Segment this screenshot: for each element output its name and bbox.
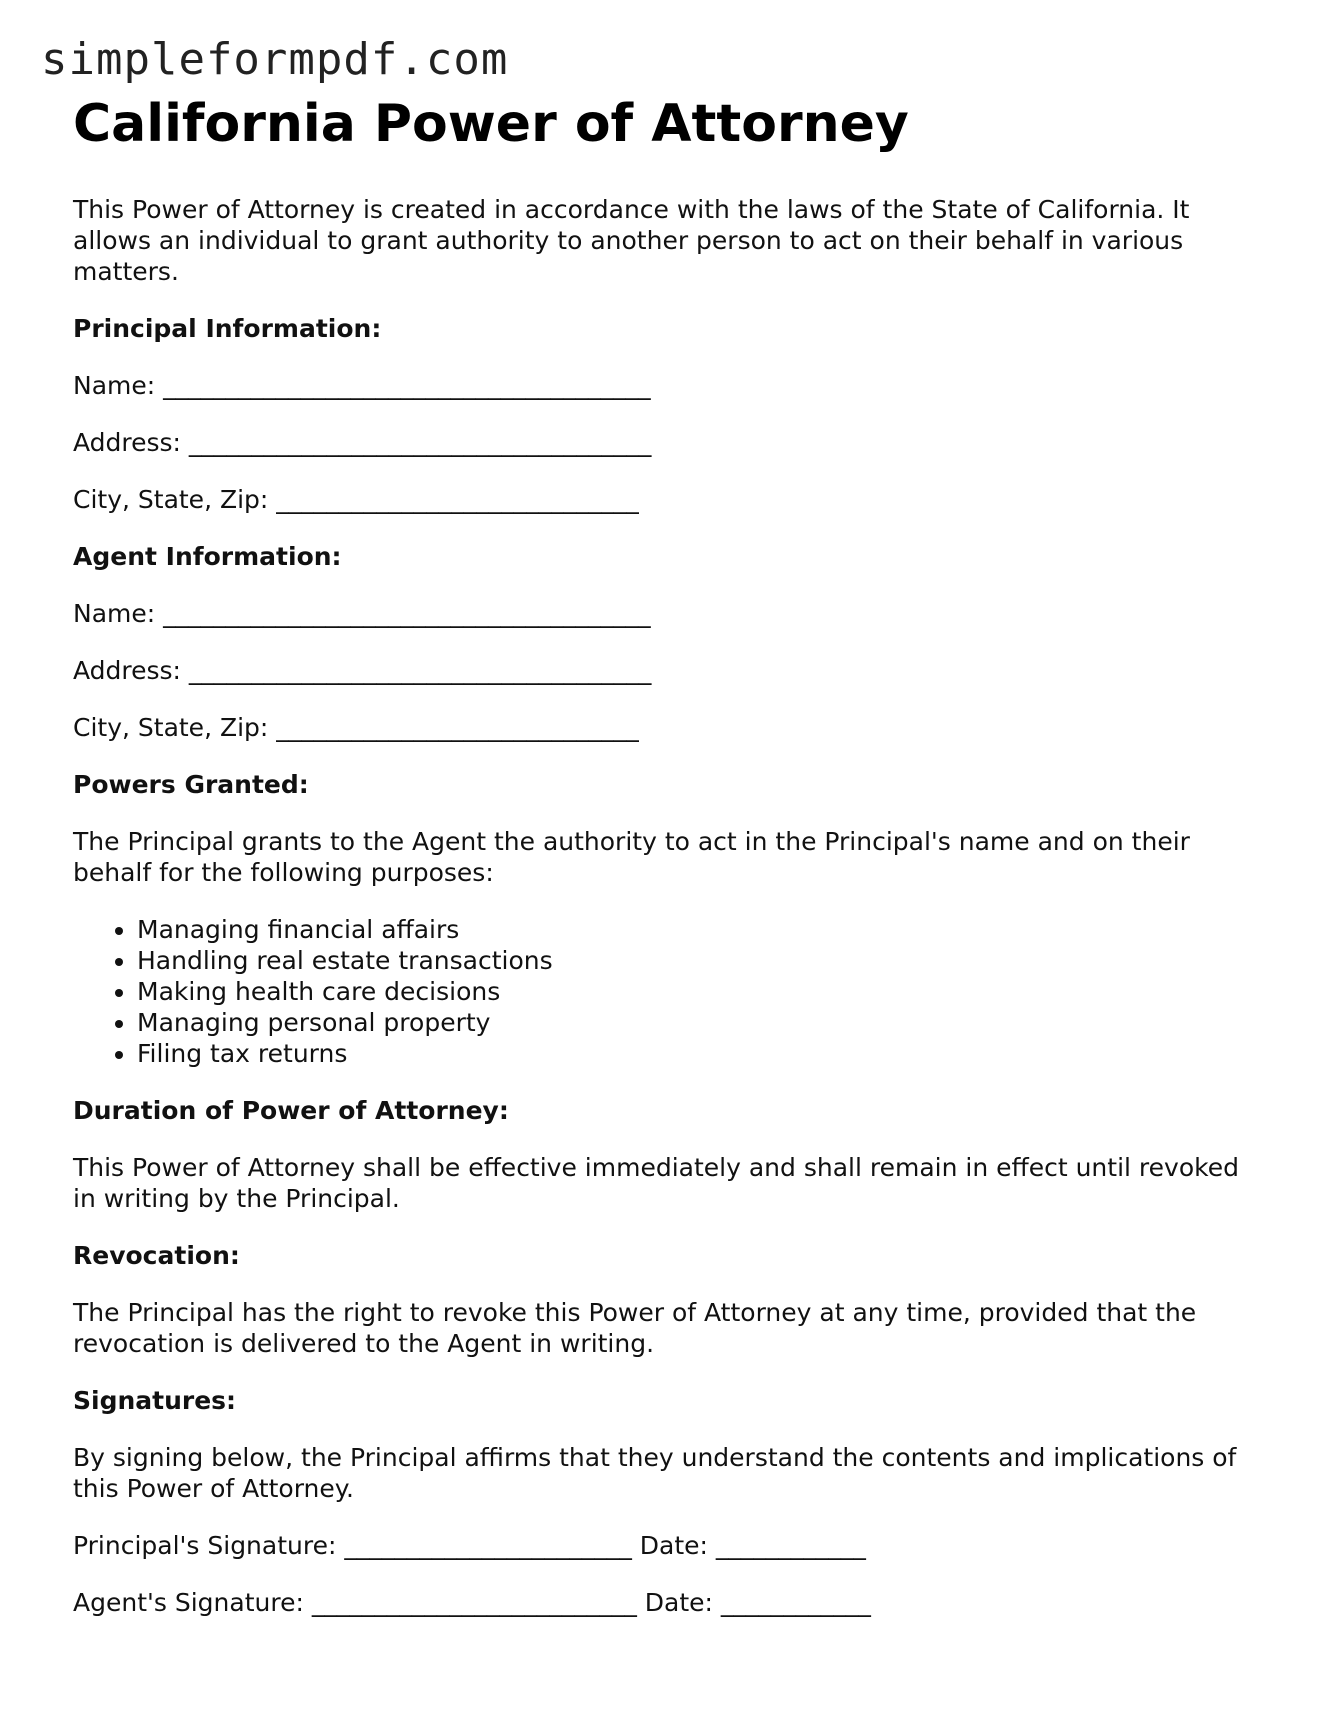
agent-signature-line: Agent's Signature: __________________________ Date: ____________ (73, 1588, 871, 1617)
principal-name-field: Name: _______________________________________ (73, 371, 651, 400)
principal-city-field: City, State, Zip: _____________________________ (73, 485, 639, 514)
principal-signature-line: Principal's Signature: _______________________ Date: ____________ (73, 1531, 866, 1560)
principal-heading: Principal Information: (73, 314, 382, 343)
revocation-heading: Revocation: (73, 1241, 240, 1270)
watermark: simpleformpdf.com (41, 34, 509, 85)
signatures-paragraph: By signing below, the Principal affirms that they understand the contents and implications of this Power of Attorney. (73, 1443, 1237, 1503)
document-body (73, 92, 1253, 1644)
powers-paragraph: The Principal grants to the Agent the authority to act in the Principal's name and on their behalf for the following purposes: (73, 827, 1190, 887)
page-title: California Power of Attorney (73, 94, 909, 154)
powers-list (73, 914, 1253, 1069)
intro-paragraph: This Power of Attorney is created in accordance with the laws of the State of California. It allows an individual to grant authority to another person to act on their behalf in various matters. (73, 195, 1190, 286)
list-item: • Managing financial affairs (137, 914, 1253, 945)
revocation-paragraph: The Principal has the right to revoke this Power of Attorney at any time, provided that the revocation is delivered to the Agent in writing. (73, 1298, 1197, 1358)
powers-heading: Powers Granted: (73, 770, 309, 799)
agent-name-field: Name: _______________________________________ (73, 599, 651, 628)
duration-paragraph: This Power of Attorney shall be effective immediately and shall remain in effect until revoked in writing by the Principal. (73, 1153, 1239, 1213)
principal-address-field: Address: _____________________________________ (73, 428, 652, 457)
signatures-heading: Signatures: (73, 1386, 237, 1415)
agent-address-field: Address: _____________________________________ (73, 656, 652, 685)
agent-city-field: City, State, Zip: _____________________________ (73, 713, 639, 742)
list-item: • Managing personal property (137, 1007, 1253, 1038)
list-item: • Filing tax returns (137, 1038, 1253, 1069)
list-item: • Making health care decisions (137, 976, 1253, 1007)
duration-heading: Duration of Power of Attorney: (73, 1096, 509, 1125)
agent-heading: Agent Information: (73, 542, 342, 571)
list-item: • Handling real estate transactions (137, 945, 1253, 976)
